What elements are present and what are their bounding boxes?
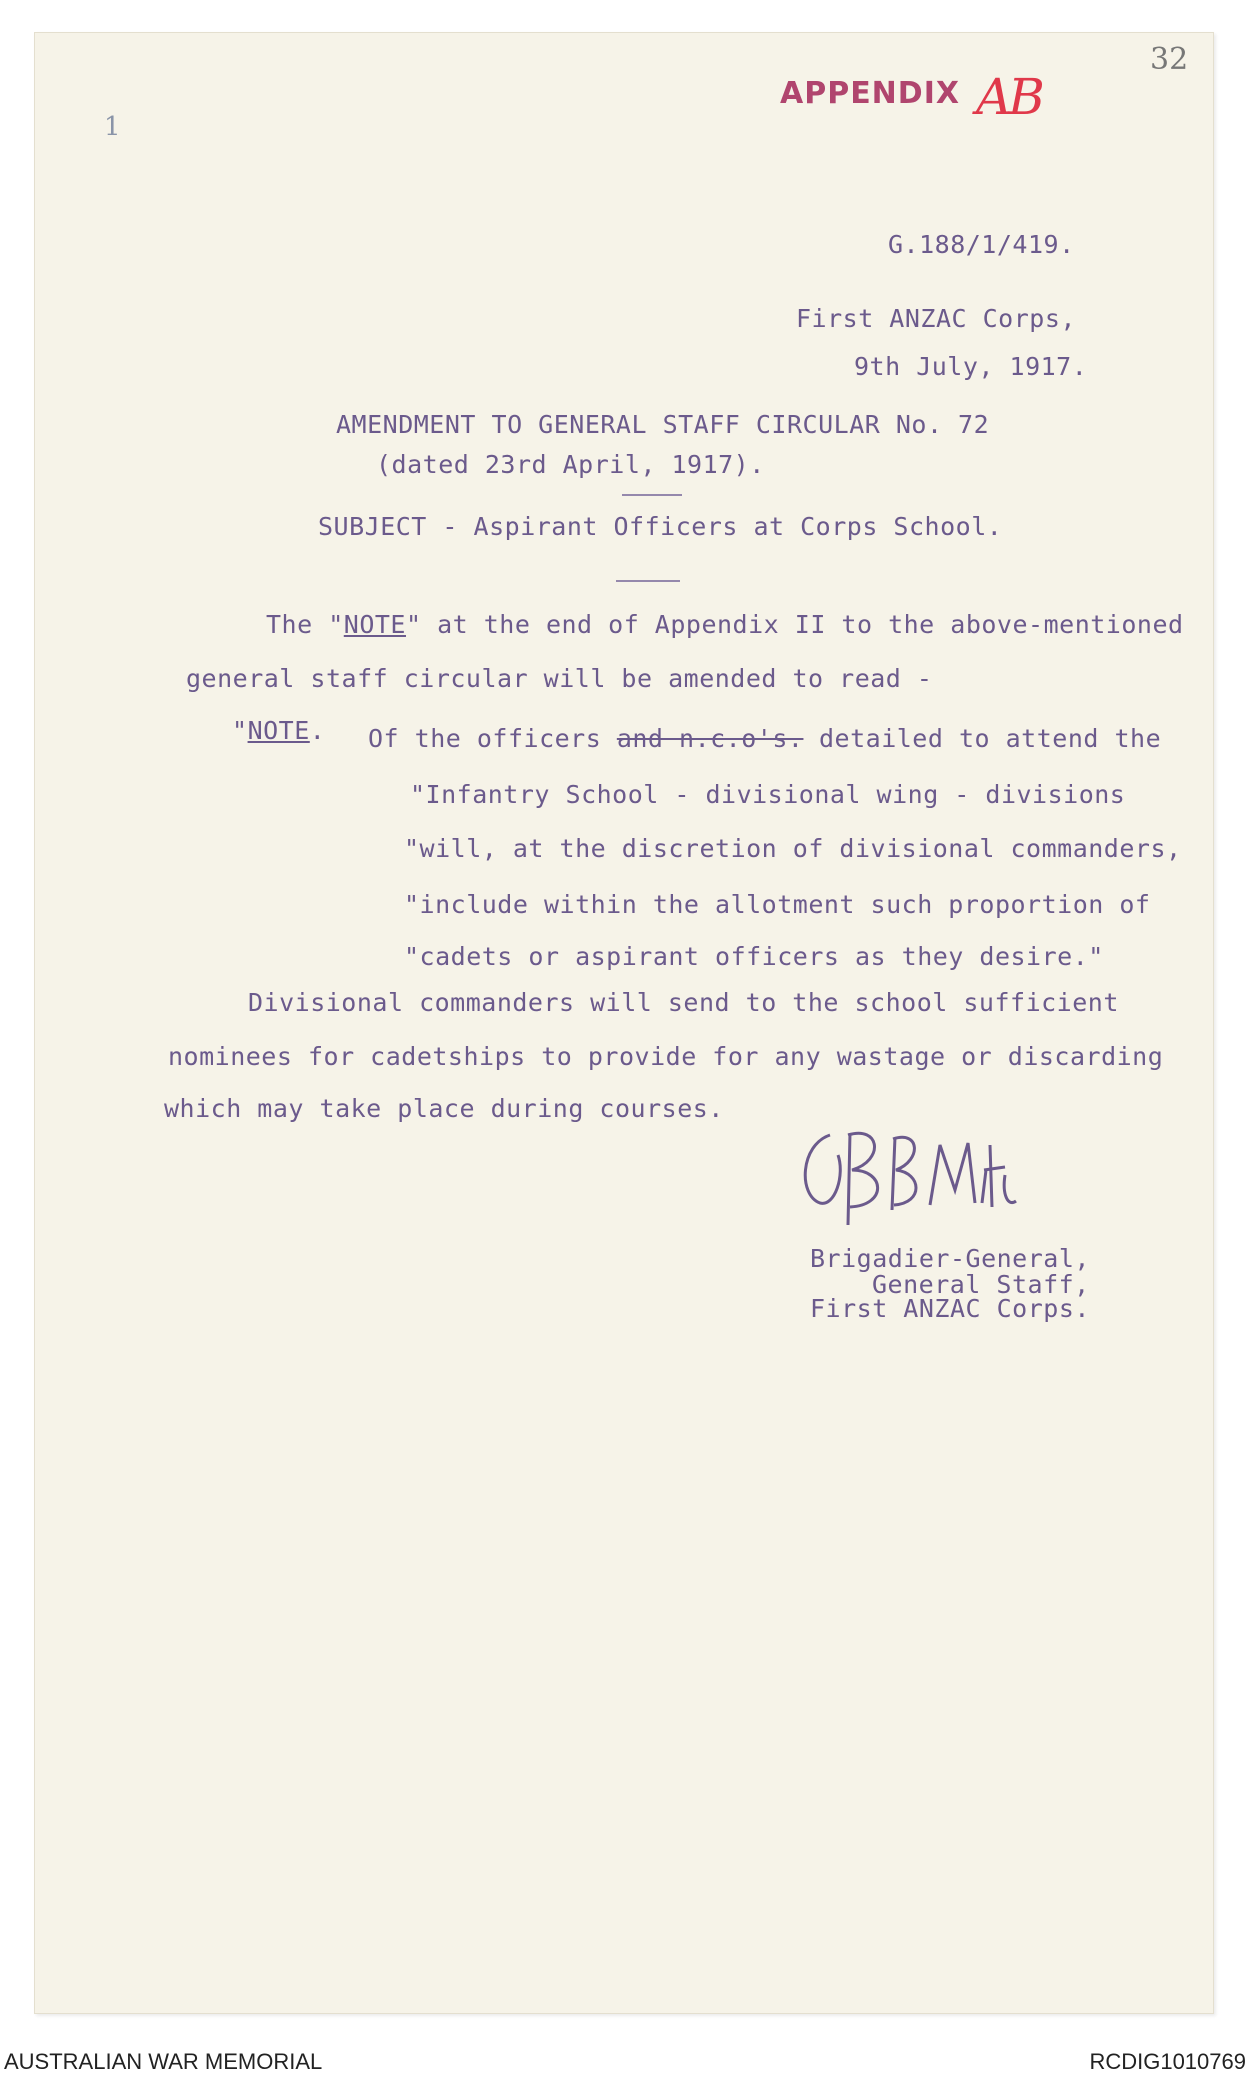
subject-line [318, 514, 1002, 539]
struck-text: and n.c.o's. [616, 724, 804, 753]
handwritten-signature [790, 1115, 1020, 1235]
subject-rule [616, 580, 680, 582]
paragraph-1-line-1: The "NOTE" at the end of Appendix II to the above-mentioned [266, 610, 1184, 639]
footer-archive-name: AUSTRALIAN WAR MEMORIAL [4, 2049, 323, 2074]
signatory-rank: Brigadier-General, [810, 1244, 1090, 1273]
note-label: "NOTE. [232, 716, 326, 745]
corner-mark: 1 [104, 112, 121, 142]
note-line-5: "cadets or aspirant officers as they desire." [404, 942, 1104, 971]
heading-rule [622, 494, 682, 496]
footer-catalogue-id: RCDIG1010769 [1089, 2049, 1246, 2074]
heading-line-1: AMENDMENT TO GENERAL STAFF CIRCULAR No. 72 [336, 410, 990, 439]
paragraph-2-line-2: nominees for cadetships to provide for any wastage or discarding [168, 1042, 1164, 1071]
note-line-2: "Infantry School - divisional wing - divisions [410, 780, 1126, 809]
heading-line-2: (dated 23rd April, 1917). [376, 450, 765, 479]
paragraph-2-line-3: which may take place during courses. [164, 1094, 724, 1123]
page-number: 32 [1150, 42, 1189, 77]
paragraph-1-line-2: general staff circular will be amended to read - [186, 664, 933, 693]
reference-number: G.188/1/419. [888, 230, 1075, 259]
note-line-3: "will, at the discretion of divisional commanders, [404, 834, 1182, 863]
note-line-1: Of the officers and n.c.o's. detailed to attend the [368, 724, 1162, 753]
subject-text: Aspirant Officers at Corps School. [473, 512, 1003, 541]
note-reference: NOTE [343, 610, 406, 639]
signatory-staff: General Staff, [872, 1270, 1090, 1299]
appendix-handwritten-letters: AB [976, 68, 1041, 126]
subject-label: SUBJECT [318, 512, 427, 541]
signatory-unit: First ANZAC Corps. [810, 1294, 1090, 1323]
note-line-4: "include within the allotment such proportion of [404, 890, 1151, 919]
origin-unit: First ANZAC Corps, [796, 304, 1076, 333]
origin-date: 9th July, 1917. [854, 352, 1088, 381]
paragraph-2-line-1: Divisional commanders will send to the school sufficient [248, 988, 1119, 1017]
appendix-stamp: APPENDIX [780, 76, 960, 111]
subject-dash: - [442, 512, 458, 541]
